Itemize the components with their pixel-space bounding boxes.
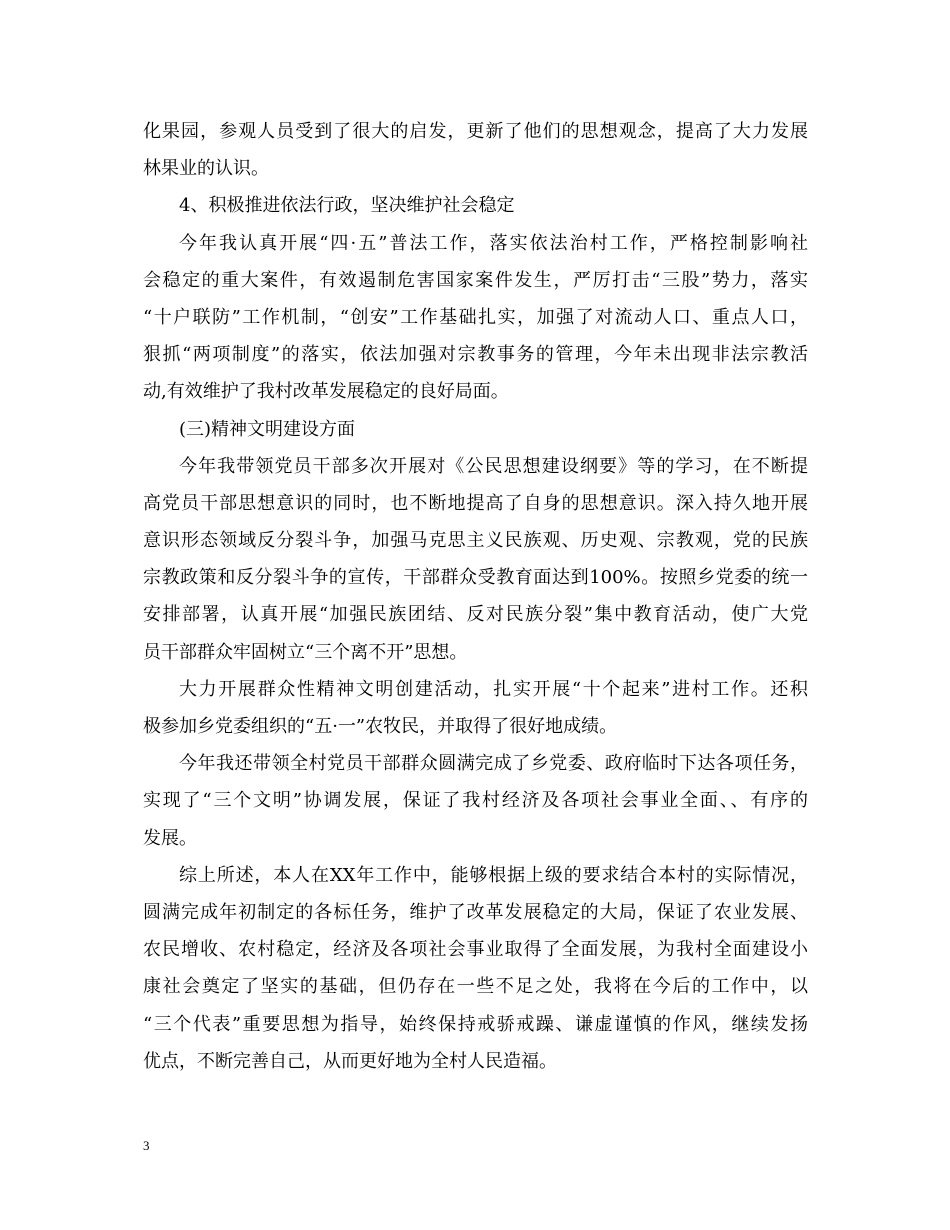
body-line-7: 狠抓“两项制度”的落实，依法加强对宗教事务的管理，今年未出现非法宗教活 xyxy=(143,344,808,366)
body-line-15: 员干部群众牢固树立“三个离不开”思想。 xyxy=(143,641,468,663)
document-body xyxy=(143,113,808,1080)
body-line-13: 宗教政策和反分裂斗争的宣传，干部群众受教育面达到100%。按照乡党委的统一 xyxy=(143,567,808,589)
body-line-6: “十户联防”工作机制，“创安”工作基础扎实，加强了对流动人口、重点人口， xyxy=(143,306,808,328)
section-heading-3: (三)精神文明建设方面 xyxy=(179,418,356,440)
body-line-25: “三个代表”重要思想为指导，始终保持戒骄戒躁、谦虚谨慎的作风，继续发扬 xyxy=(143,1013,808,1035)
body-line-11: 高党员干部思想意识的同时，也不断地提高了自身的思想意识。深入持久地开展 xyxy=(143,492,808,514)
section-heading-4: 4、积极推进依法行政，坚决维护社会稳定 xyxy=(179,195,515,217)
body-line-20: 发展。 xyxy=(143,827,197,849)
body-line-26: 优点，不断完善自己，从而更好地为全村人民造福。 xyxy=(143,1050,557,1072)
body-line-4: 今年我认真开展“四·五”普法工作，落实依法治村工作，严格控制影响社 xyxy=(179,232,808,254)
body-line-18: 今年我还带领全村党员干部群众圆满完成了乡党委、政府临时下达各项任务， xyxy=(179,753,808,775)
body-line-5: 会稳定的重大案件，有效遏制危害国家案件发生，严厉打击“三股”势力，落实 xyxy=(143,269,808,291)
body-line-17: 极参加乡党委组织的“五·一”农牧民，并取得了很好地成绩。 xyxy=(143,716,618,737)
body-line-24: 康社会奠定了坚实的基础，但仍存在一些不足之处，我将在今后的工作中，以 xyxy=(143,976,808,998)
body-line-2: 林果业的认识。 xyxy=(143,158,269,180)
body-line-16: 大力开展群众性精神文明创建活动，扎实开展“十个起来”进村工作。还积 xyxy=(179,678,808,700)
body-line-21: 综上所述，本人在XX年工作中，能够根据上级的要求结合本村的实际情况， xyxy=(179,864,808,886)
body-line-12: 意识形态领域反分裂斗争，加强马克思主义民族观、历史观、宗教观，党的民族 xyxy=(143,530,808,552)
page-number: 3 xyxy=(143,1138,150,1153)
body-line-14: 安排部署，认真开展“加强民族团结、反对民族分裂”集中教育活动，使广大党 xyxy=(143,604,808,626)
body-line-8: 动,有效维护了我村改革发展稳定的良好局面。 xyxy=(143,381,509,403)
body-line-1: 化果园，参观人员受到了很大的启发，更新了他们的思想观念，提高了大力发展 xyxy=(143,121,808,142)
body-line-10: 今年我带领党员干部多次开展对《公民思想建设纲要》等的学习，在不断提 xyxy=(179,455,808,477)
body-line-22: 圆满完成年初制定的各标任务，维护了改革发展稳定的大局，保证了农业发展、 xyxy=(143,901,808,923)
body-line-19: 实现了“三个文明”协调发展，保证了我村经济及各项社会事业全面、、有序的 xyxy=(143,790,808,812)
body-line-23: 农民增收、农村稳定，经济及各项社会事业取得了全面发展，为我村全面建设小 xyxy=(143,939,808,961)
